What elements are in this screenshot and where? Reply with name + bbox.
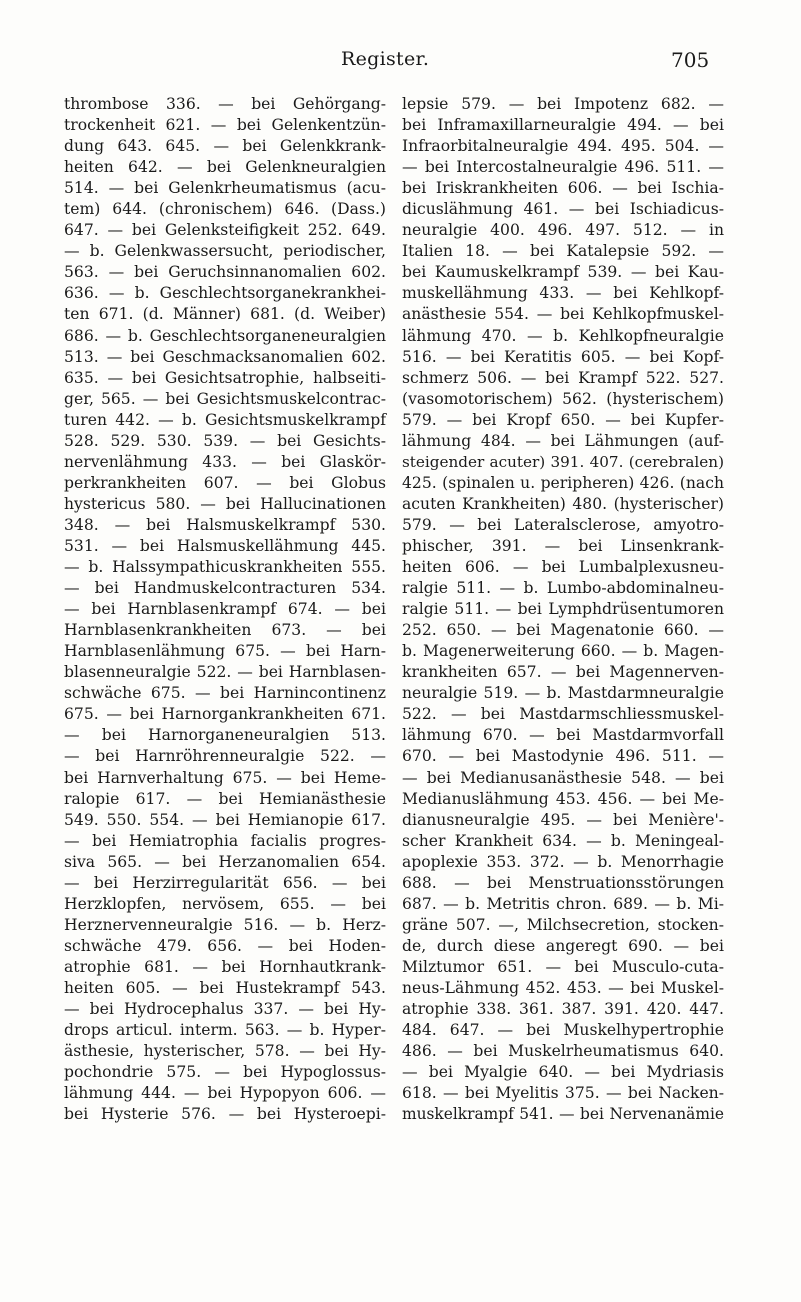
index-line: thrombose 336. — bei Gehörgang-	[64, 95, 386, 113]
index-line: hystericus 580. — bei Hallucinationen	[64, 494, 386, 513]
index-line: — bei Medianusanästhesie 548. — bei	[402, 768, 724, 787]
index-line: Harnblasenlähmung 675. — bei Harn-	[64, 642, 386, 661]
index-line: 514. — bei Gelenkrheumatismus (acu-	[64, 179, 386, 198]
index-line: apoplexie 353. 372. — b. Menorrhagie	[402, 852, 724, 871]
index-line: perkrankheiten 607. — bei Globus	[64, 473, 386, 492]
index-line: nervenlähmung 433. — bei Glaskör-	[64, 452, 386, 471]
index-line: pochondrie 575. — bei Hypoglossus-	[64, 1063, 386, 1082]
index-line: 675. — bei Harnorgankrankheiten 671.	[64, 705, 386, 724]
index-line: muskellähmung 433. — bei Kehlkopf-	[402, 284, 724, 303]
index-line: phischer, 391. — bei Linsenkrank-	[402, 536, 724, 555]
index-line: 618. — bei Myelitis 375. — bei Nacken-	[402, 1084, 724, 1103]
index-line: — bei Intercostalneuralgie 496. 511. —	[402, 158, 724, 177]
index-line: 579. — bei Lateralsclerose, amyotro-	[402, 515, 724, 534]
index-line: neuralgie 519. — b. Mastdarmneuralgie	[402, 684, 724, 703]
running-head	[0, 48, 801, 76]
index-line: lähmung 444. — bei Hypopyon 606. —	[64, 1084, 386, 1103]
index-line: 252. 650. — bei Magenatonie 660. —	[402, 621, 724, 640]
index-line: 563. — bei Geruchsinnanomalien 602.	[64, 263, 386, 282]
index-line: — bei Hemiatrophia facialis progres-	[64, 831, 386, 850]
index-line: acuten Krankheiten) 480. (hysterischer)	[402, 494, 724, 513]
index-line: bei Inframaxillarneuralgie 494. — bei	[402, 116, 724, 135]
running-title: Register.	[341, 48, 430, 70]
index-line: dianusneuralgie 495. — bei Menière'-	[402, 810, 724, 829]
index-line: bei Hysterie 576. — bei Hysteroepi-	[64, 1105, 386, 1124]
index-line: dung 643. 645. — bei Gelenkkrank-	[64, 137, 386, 156]
index-line: 670. — bei Mastodynie 496. 511. —	[402, 747, 724, 766]
index-line: — bei Harnröhrenneuralgie 522. —	[64, 747, 386, 766]
index-line: — b. Gelenkwassersucht, periodischer,	[64, 242, 386, 261]
index-line: Harnblasenkrankheiten 673. — bei	[64, 621, 386, 640]
index-line: ästhesie, hysterischer, 578. — bei Hy-	[64, 1042, 386, 1061]
index-line: — b. Halssympathicuskrankheiten 555.	[64, 558, 386, 577]
index-line: gräne 507. —, Milchsecretion, stocken-	[402, 915, 724, 934]
index-line: 425. (spinalen u. peripheren) 426. (nach	[402, 473, 724, 492]
index-line: neus-Lähmung 452. 453. — bei Muskel-	[402, 978, 724, 997]
index-line: turen 442. — b. Gesichtsmuskelkrampf	[64, 410, 386, 429]
index-line: 486. — bei Muskelrheumatismus 640.	[402, 1042, 724, 1061]
index-line: Italien 18. — bei Katalepsie 592. —	[402, 242, 724, 261]
index-line: scher Krankheit 634. — b. Meningeal-	[402, 831, 724, 850]
index-line: 516. — bei Keratitis 605. — bei Kopf-	[402, 347, 724, 366]
index-line: 531. — bei Halsmuskellähmung 445.	[64, 536, 386, 555]
index-line: lähmung 670. — bei Mastdarmvorfall	[402, 726, 724, 745]
index-line: Herznervenneuralgie 516. — b. Herz-	[64, 915, 386, 934]
index-line: ralgie 511. — b. Lumbo-abdominalneu-	[402, 579, 724, 598]
index-line: — bei Handmuskelcontracturen 534.	[64, 579, 386, 598]
index-line: Milztumor 651. — bei Musculo-cuta-	[402, 957, 724, 976]
index-line: de, durch diese angeregt 690. — bei	[402, 936, 724, 955]
index-line: heiten 605. — bei Hustekrampf 543.	[64, 978, 386, 997]
index-line: siva 565. — bei Herzanomalien 654.	[64, 852, 386, 871]
index-line: muskelkrampf 541. — bei Nervenanämie	[402, 1105, 724, 1124]
index-line: — bei Herzirregularität 656. — bei	[64, 873, 386, 892]
index-line: 348. — bei Halsmuskelkrampf 530.	[64, 515, 386, 534]
index-line: 636. — b. Geschlechtsorganekrankhei-	[64, 284, 386, 303]
index-line: 549. 550. 554. — bei Hemianopie 617.	[64, 810, 386, 829]
index-line: blasenneuralgie 522. — bei Harnblasen-	[64, 663, 386, 682]
index-line: ralopie 617. — bei Hemianästhesie	[64, 789, 386, 808]
index-line: Infraorbitalneuralgie 494. 495. 504. —	[402, 137, 724, 156]
index-line: lähmung 484. — bei Lähmungen (auf-	[402, 431, 724, 450]
index-line: 635. — bei Gesichtsatrophie, halbseiti-	[64, 368, 386, 387]
index-line: drops articul. interm. 563. — b. Hyper-	[64, 1021, 386, 1040]
index-line: trockenheit 621. — bei Gelenkentzün-	[64, 116, 386, 135]
index-line: 522. — bei Mastdarmschliessmuskel-	[402, 705, 724, 724]
index-line: dicuslähmung 461. — bei Ischiadicus-	[402, 200, 724, 219]
index-line: lähmung 470. — b. Kehlkopfneuralgie	[402, 326, 724, 345]
index-line: bei Kaumuskelkrampf 539. — bei Kau-	[402, 263, 724, 282]
index-line: anästhesie 554. — bei Kehlkopfmuskel-	[402, 305, 724, 324]
index-column-left	[64, 94, 386, 1125]
index-line: steigender acuter) 391. 407. (cerebralen)	[402, 452, 724, 471]
index-line: neuralgie 400. 496. 497. 512. — in	[402, 221, 724, 240]
index-line: heiten 642. — bei Gelenkneuralgien	[64, 158, 386, 177]
index-line: ten 671. (d. Männer) 681. (d. Weiber)	[64, 305, 386, 324]
index-line: — bei Myalgie 640. — bei Mydriasis	[402, 1063, 724, 1082]
index-line: (vasomotorischem) 562. (hysterischem)	[402, 389, 724, 408]
index-line: Herzklopfen, nervösem, 655. — bei	[64, 894, 386, 913]
index-line: schwäche 675. — bei Harnincontinenz	[64, 684, 386, 703]
index-line: lepsie 579. — bei Impotenz 682. —	[402, 95, 724, 113]
index-line: 528. 529. 530. 539. — bei Gesichts-	[64, 431, 386, 450]
index-column-right	[402, 94, 724, 1125]
index-line: 688. — bei Menstruationsstörungen	[402, 873, 724, 892]
index-line: ger, 565. — bei Gesichtsmuskelcontrac-	[64, 389, 386, 408]
index-line: atrophie 338. 361. 387. 391. 420. 447.	[402, 1000, 724, 1019]
index-line: — bei Harnblasenkrampf 674. — bei	[64, 600, 386, 619]
index-line: Medianuslähmung 453. 456. — bei Me-	[402, 789, 724, 808]
index-line: bei Harnverhaltung 675. — bei Heme-	[64, 768, 386, 787]
index-line: heiten 606. — bei Lumbalplexusneu-	[402, 558, 724, 577]
index-line: 647. — bei Gelenksteifigkeit 252. 649.	[64, 221, 386, 240]
page-number: 705	[671, 48, 710, 72]
index-line: 686. — b. Geschlechtsorganeneuralgien	[64, 326, 386, 345]
index-line: tem) 644. (chronischem) 646. (Dass.)	[64, 200, 386, 219]
index-line: 579. — bei Kropf 650. — bei Kupfer-	[402, 410, 724, 429]
index-line: 687. — b. Metritis chron. 689. — b. Mi-	[402, 894, 724, 913]
index-line: 484. 647. — bei Muskelhypertrophie	[402, 1021, 724, 1040]
index-line: — bei Harnorganeneuralgien 513.	[64, 726, 386, 745]
index-line: atrophie 681. — bei Hornhautkrank-	[64, 957, 386, 976]
index-line: b. Magenerweiterung 660. — b. Magen-	[402, 642, 724, 661]
index-line: schwäche 479. 656. — bei Hoden-	[64, 936, 386, 955]
index-line: bei Iriskrankheiten 606. — bei Ischia-	[402, 179, 724, 198]
index-line: krankheiten 657. — bei Magennerven-	[402, 663, 724, 682]
index-line: schmerz 506. — bei Krampf 522. 527.	[402, 368, 724, 387]
index-line: 513. — bei Geschmacksanomalien 602.	[64, 347, 386, 366]
index-line: ralgie 511. — bei Lymphdrüsentumoren	[402, 600, 724, 619]
index-line: — bei Hydrocephalus 337. — bei Hy-	[64, 1000, 386, 1019]
